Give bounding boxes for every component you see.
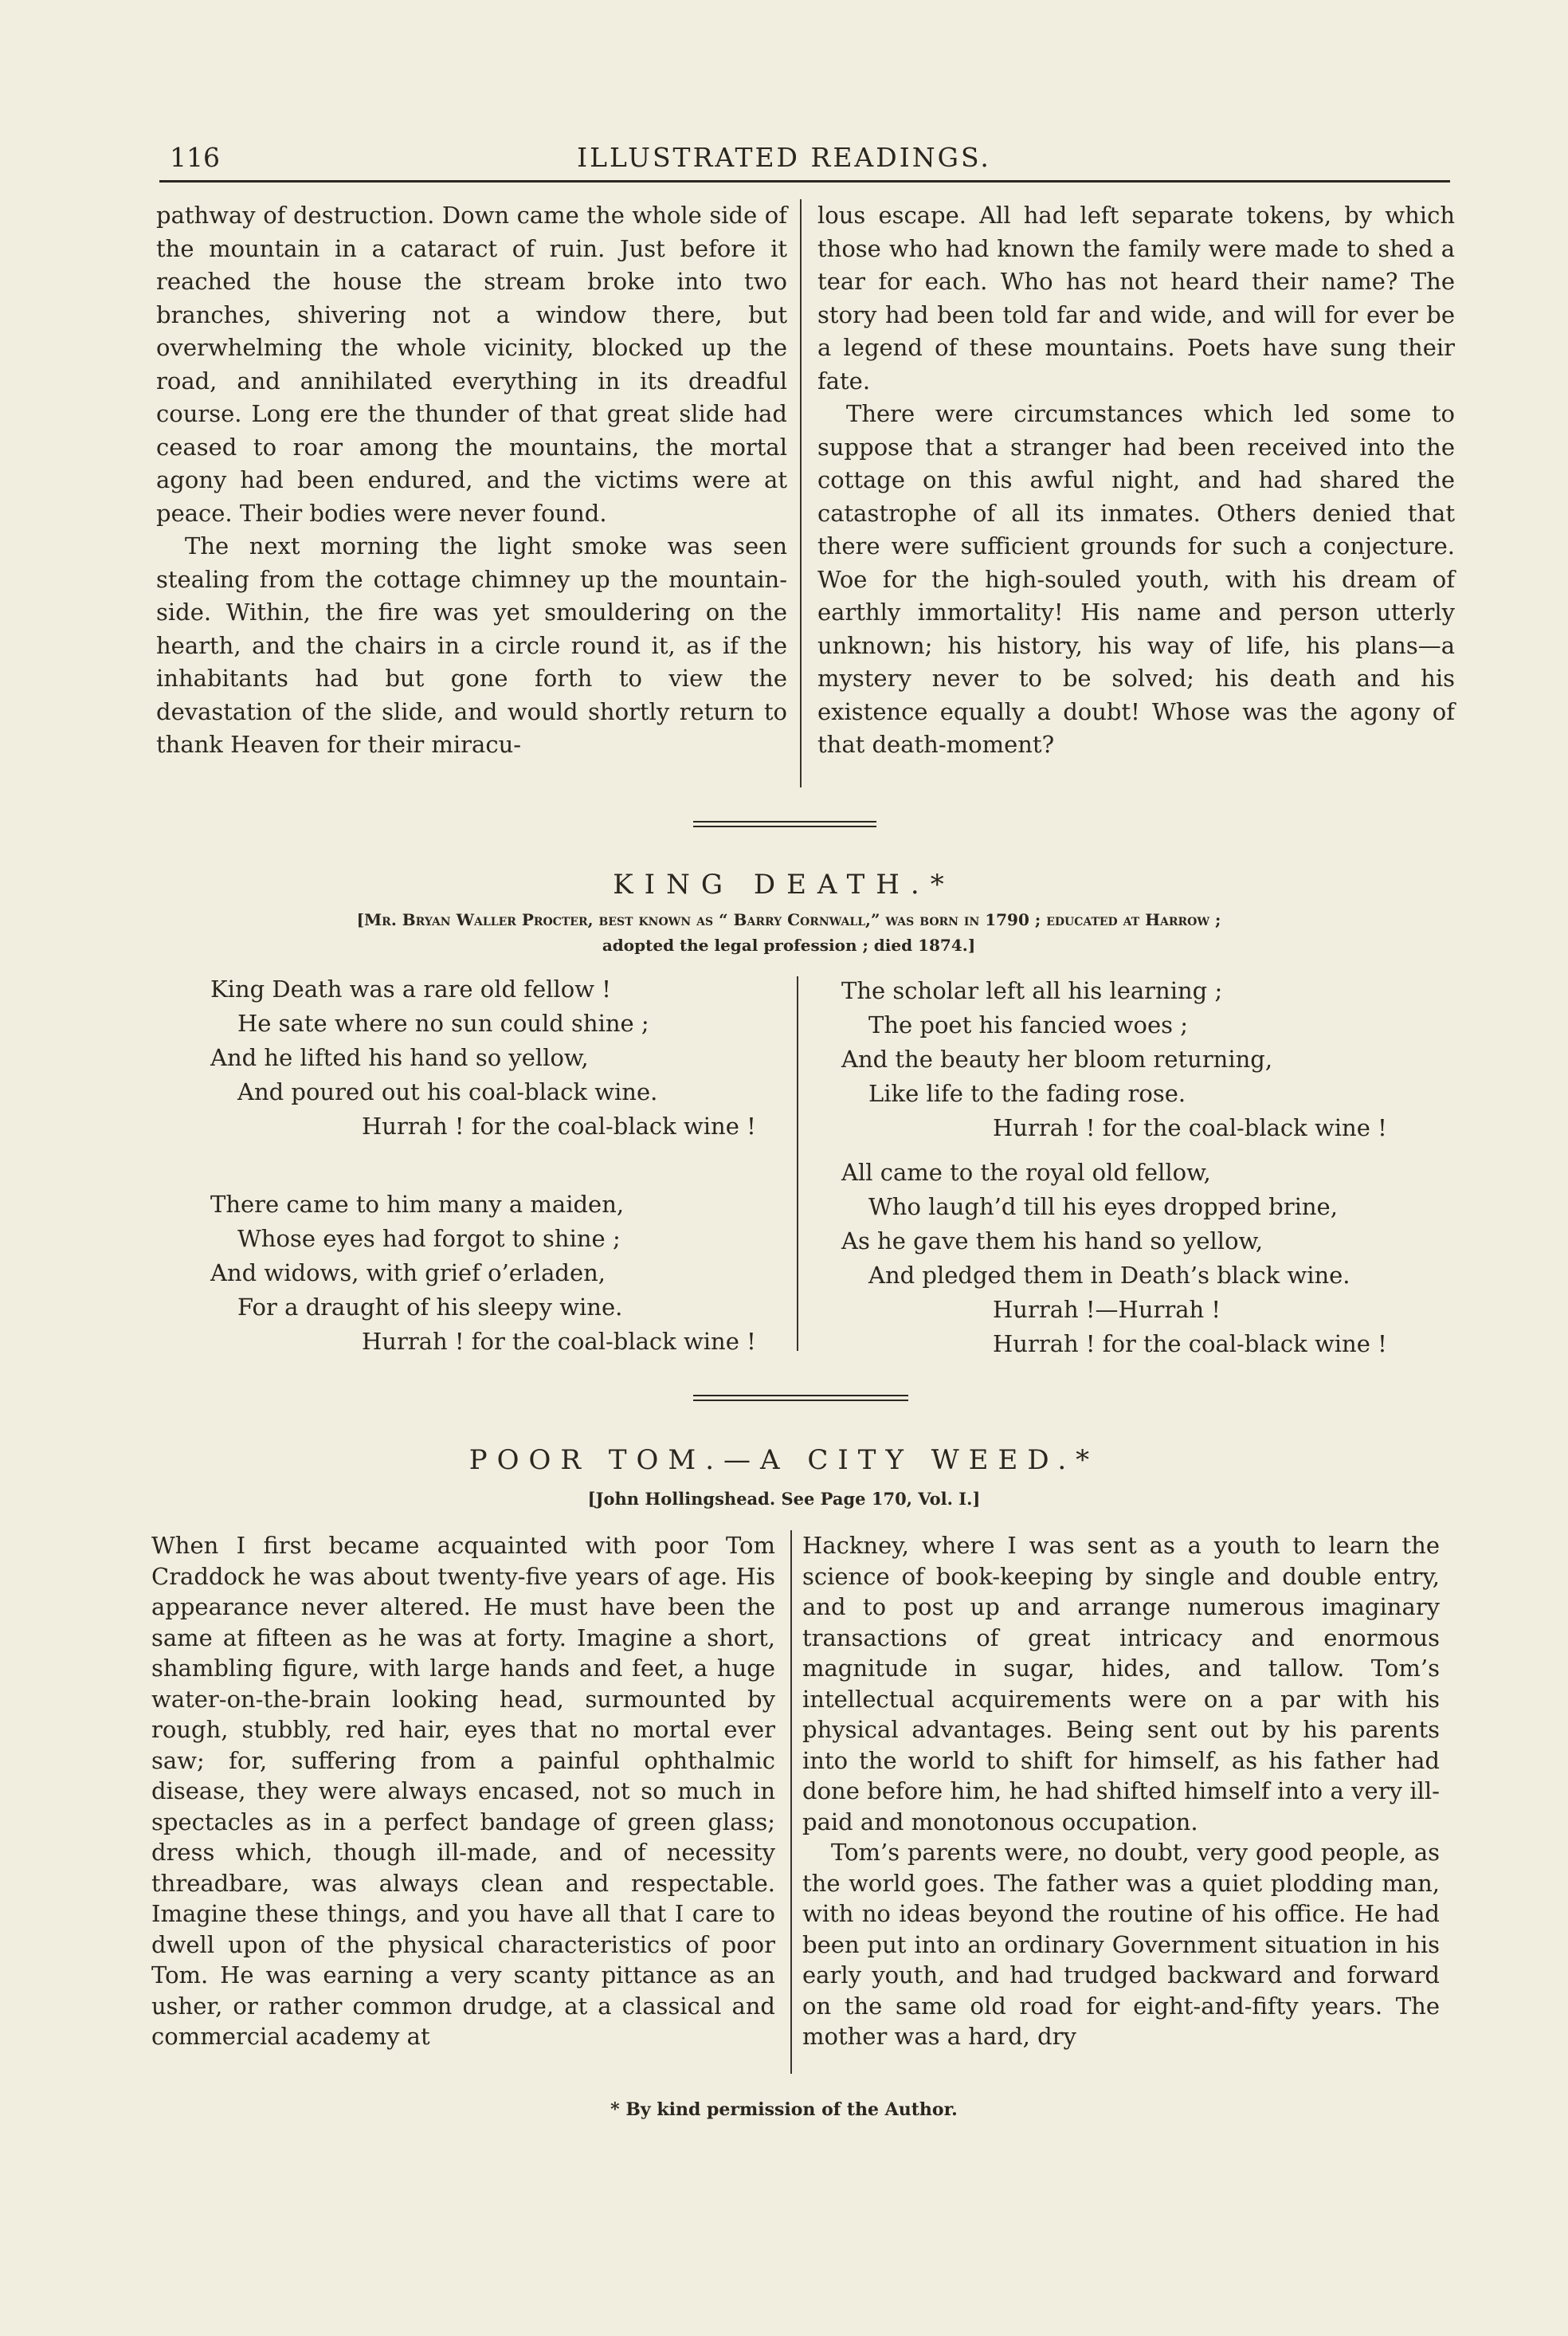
poem-stanza [210,972,756,1144]
poem-column-divider [797,976,798,1351]
poem-line: King Death was a rare old fellow ! [210,976,611,1003]
poem-biographical-note [223,907,1354,958]
poem-line: And poured out his coal-black wine. [237,1078,658,1105]
poem-line: Who laugh’d till his eyes dropped brine, [868,1193,1338,1220]
poem-line: And the beauty her bloom returning, [841,1046,1273,1073]
header-rule [159,180,1450,183]
story1-paragraph: The next morning the light smoke was seen stealing from the cottage chimney up the mountain-side. Within, the fire was yet smouldering on the hearth, and the chairs in a circle round it, as if the inhabitants had but gone forth to view the devastation of the slide, and would shortly return to thank Heaven for their miracu- [156,532,787,758]
story1-paragraph: pathway of destruction. Down came the whole side of the mountain in a cataract of ruin. Just before it reached the house the stream broke into two branches, shivering not a window there, but overwhelming the whole vicinity, blocked up the road, and annihilated everything in its dreadful course. Long ere the thunder of that great slide had ceased to roar among the mountains, the mortal agony had been endured, and the victims were at peace. Their bodies were never found. [156,202,787,527]
poem-line: There came to him many a maiden, [210,1191,625,1218]
poem-stanza [841,1156,1387,1361]
poem-stanza [210,1188,756,1359]
poem-line: Whose eyes had forgot to shine ; [237,1225,621,1252]
page-number: 116 [170,142,220,173]
poem-line: Like life to the fading rose. [868,1080,1186,1107]
story2-right-column [802,1530,1440,2052]
section-rule [693,1400,908,1401]
story1-right-column [817,199,1455,762]
story2-attribution: [John Hollingshead. See Page 170, Vol. I.] [587,1489,981,1509]
story1-paragraph: lous escape. All had left separate tokens, by which those who had known the family were made to shed a tear for each. Who has not heard their name? The story had been told far and wide, and will for ever be a legend of these mountains. Poets have sung their fate. [817,202,1455,395]
poem-line: All came to the royal old fellow, [841,1159,1211,1186]
running-head [0,134,1568,182]
poem-refrain: Hurrah ! for the coal-black wine ! [362,1328,756,1355]
poem-line: As he gave them his hand so yellow, [841,1227,1264,1254]
story2-paragraph: Hackney, where I was sent as a youth to learn the science of book-keeping by single and double entry, and to post up and arrange numerous imaginary transactions of great intricacy and enormous magnitude in sugar, hides, and tallow. Tom’s intellectual acquirements were on a par with his physical advantages. Being sent out by his parents into the world to shift for himself, as his father had done before him, he had shifted himself into a very ill-paid and monotonous occupation. [802,1532,1440,1835]
poem-line: For a draught of his sleepy wine. [237,1294,623,1321]
story1-left-column [156,199,787,762]
story2-left-column [151,1530,775,2052]
poem-title: KING DEATH.* [613,869,955,901]
poem-refrain: Hurrah ! for the coal-black wine ! [993,1330,1387,1357]
story2-paragraph: When I first became acquainted with poor Tom Craddock he was about twenty-five years of age. His appearance never altered. He must have been the same at fifteen as he was at forty. Imagine a short, shambling figure, with large hands and feet, a huge water-on-the-brain looking head, surmounted by rough, stubbly, red hair, eyes that no mortal ever saw; for, suffering from a painful ophthalmic disease, they were always encased, not so much in spectacles as in a perfect bandage of green glass; dress which, though ill-made, and of necessity threadbare, was always clean and respectable. Imagine these things, and you have all that I care to dwell upon of the physical characteristics of poor Tom. He was earning a very scanty pittance as an usher, or rather common drudge, at a classical and commercial academy at [151,1532,775,2050]
poem-note-line: adopted the legal profession ; died 1874.] [602,936,976,955]
section-rule [693,826,876,827]
poem-line: The scholar left all his learning ; [841,977,1223,1004]
poem-line: And he lifted his hand so yellow, [210,1044,589,1071]
column-divider [790,1530,792,2074]
poem-refrain: Hurrah !—Hurrah ! [993,1296,1221,1323]
running-title: ILLUSTRATED READINGS. [577,142,991,173]
footnote: * By kind permission of the Author. [610,2099,958,2120]
section-rule [693,1395,908,1396]
column-divider [800,199,802,787]
story2-paragraph: Tom’s parents were, no doubt, very good people, as the world goes. The father was a quiet plodding man, with no ideas beyond the routine of his office. He had been put into an ordinary Government situation in his early youth, and had trudged backward and forward on the same old road for eight-and-fifty years. The mother was a hard, dry [802,1839,1440,2050]
story1-paragraph: There were circumstances which led some to suppose that a stranger had been received into the cottage on this awful night, and had shared the catastrophe of all its inmates. Others denied that there were sufficient grounds for such a conjecture. Woe for the high-souled youth, with his dream of earthly immortality! His name and person utterly unknown; his history, his way of life, his plans—a mystery never to be solved; his death and his existence equally a doubt! Whose was the agony of that death-moment? [817,400,1455,758]
story2-title: POOR TOM.—A CITY WEED.* [468,1444,1100,1476]
poem-stanza [841,974,1387,1145]
poem-note-line: [Mr. Bryan Waller Procter, best known as “ Barry Cornwall,” was born in 1790 ; educated at Harrow ; [356,910,1221,929]
poem-refrain: Hurrah ! for the coal-black wine ! [362,1113,756,1140]
poem-line: And widows, with grief o’erladen, [210,1259,606,1286]
poem-line: And pledged them in Death’s black wine. [868,1262,1350,1289]
poem-line: The poet his fancied woes ; [868,1011,1188,1038]
section-rule [693,821,876,823]
poem-refrain: Hurrah ! for the coal-black wine ! [993,1114,1387,1141]
poem-line: He sate where no sun could shine ; [237,1010,649,1037]
